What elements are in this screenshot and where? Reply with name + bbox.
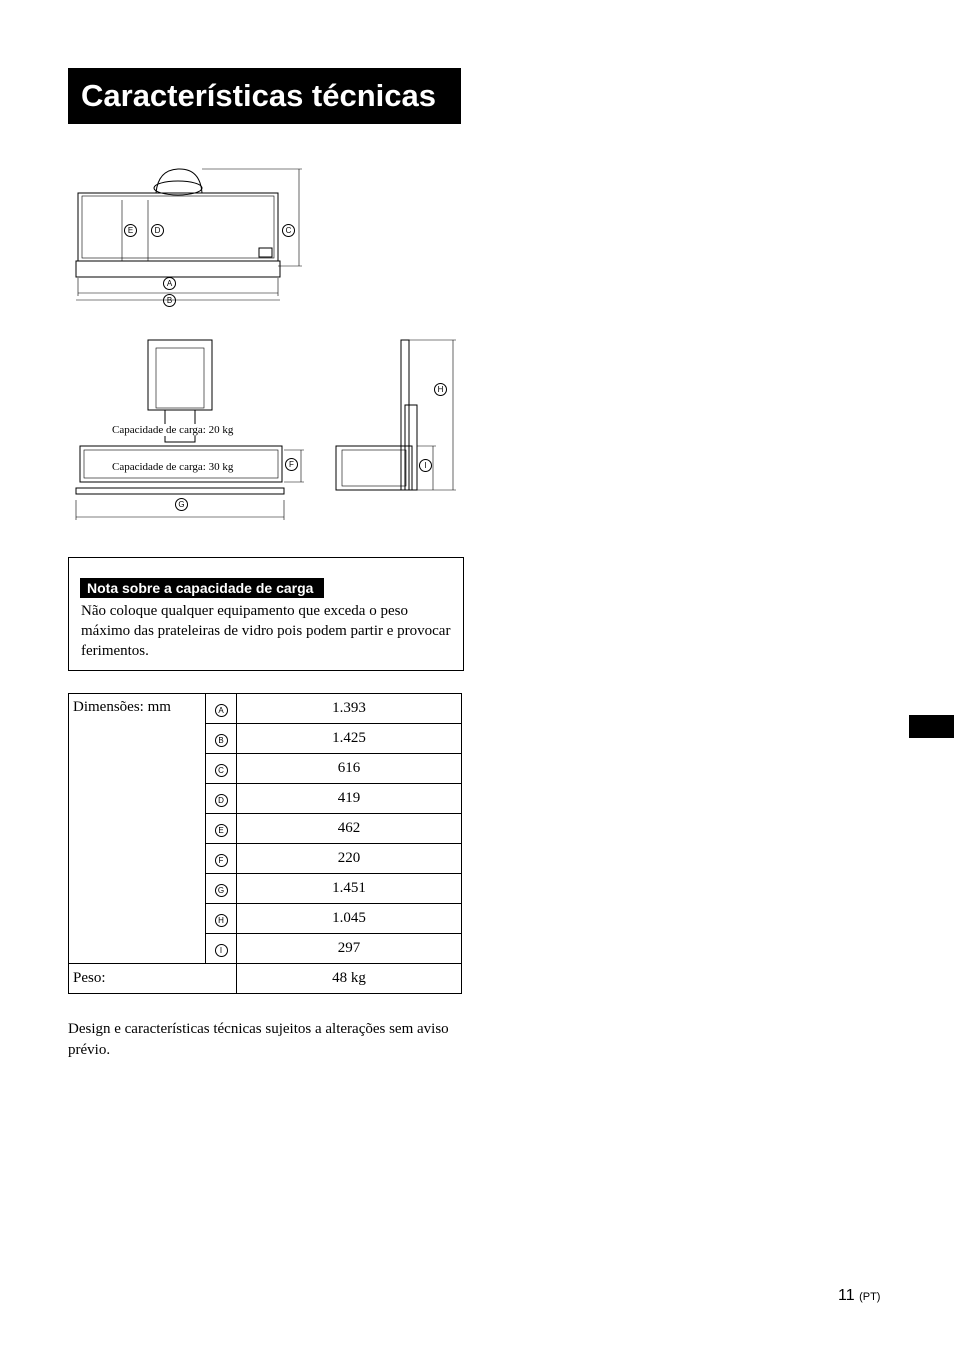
dim-marker-i: I [419,459,432,472]
dim-key-a: A [215,704,228,717]
load-capacity-note [68,557,464,671]
dim-key-g: G [215,884,228,897]
dim-marker-e: E [124,224,137,237]
dim-value-b: 1.425 [237,724,462,754]
dim-key-e: E [215,824,228,837]
dim-value-a: 1.393 [237,694,462,724]
section-tab-marker [909,715,954,738]
page-number-value: 11 [838,1287,855,1304]
dim-value-e: 462 [237,814,462,844]
dim-key-c: C [215,764,228,777]
page-language: (PT) [859,1291,881,1303]
dim-marker-d: D [151,224,164,237]
dim-value-h: 1.045 [237,904,462,934]
dim-marker-h: H [434,383,447,396]
dim-marker-a: A [163,277,176,290]
technical-drawing [60,160,470,530]
dim-key-i: I [215,944,228,957]
note-title: Nota sobre a capacidade de carga [80,578,324,598]
dim-marker-c: C [282,224,295,237]
note-text: Não coloque qualquer equipamento que exceda o peso máximo das prateleiras de vidro pois podem partir e provocar ferimentos. [81,603,451,659]
dim-value-d: 419 [237,784,462,814]
table-row [69,964,462,994]
page-number [838,1287,880,1305]
dim-key-b: B [215,734,228,747]
dim-marker-g: G [175,498,188,511]
capacity-label-upper: Capacidade de carga: 20 kg [112,424,234,436]
dim-key-d: D [215,794,228,807]
capacity-label-lower: Capacidade de carga: 30 kg [112,461,234,473]
weight-label: Peso: [69,964,237,994]
specifications-table [68,693,462,994]
dim-key-h: H [215,914,228,927]
dim-value-g: 1.451 [237,874,462,904]
page-title: Características técnicas [68,68,461,124]
weight-value: 48 kg [237,964,462,994]
dimensions-label: Dimensões: mm [69,694,206,964]
table-row [69,694,462,724]
dim-marker-b: B [163,294,176,307]
dim-marker-f: F [285,458,298,471]
dim-value-c: 616 [237,754,462,784]
disclaimer-text: Design e características técnicas sujeitos a alterações sem aviso prévio. [68,1021,449,1058]
dim-key-f: F [215,854,228,867]
dim-value-i: 297 [237,934,462,964]
dim-value-f: 220 [237,844,462,874]
